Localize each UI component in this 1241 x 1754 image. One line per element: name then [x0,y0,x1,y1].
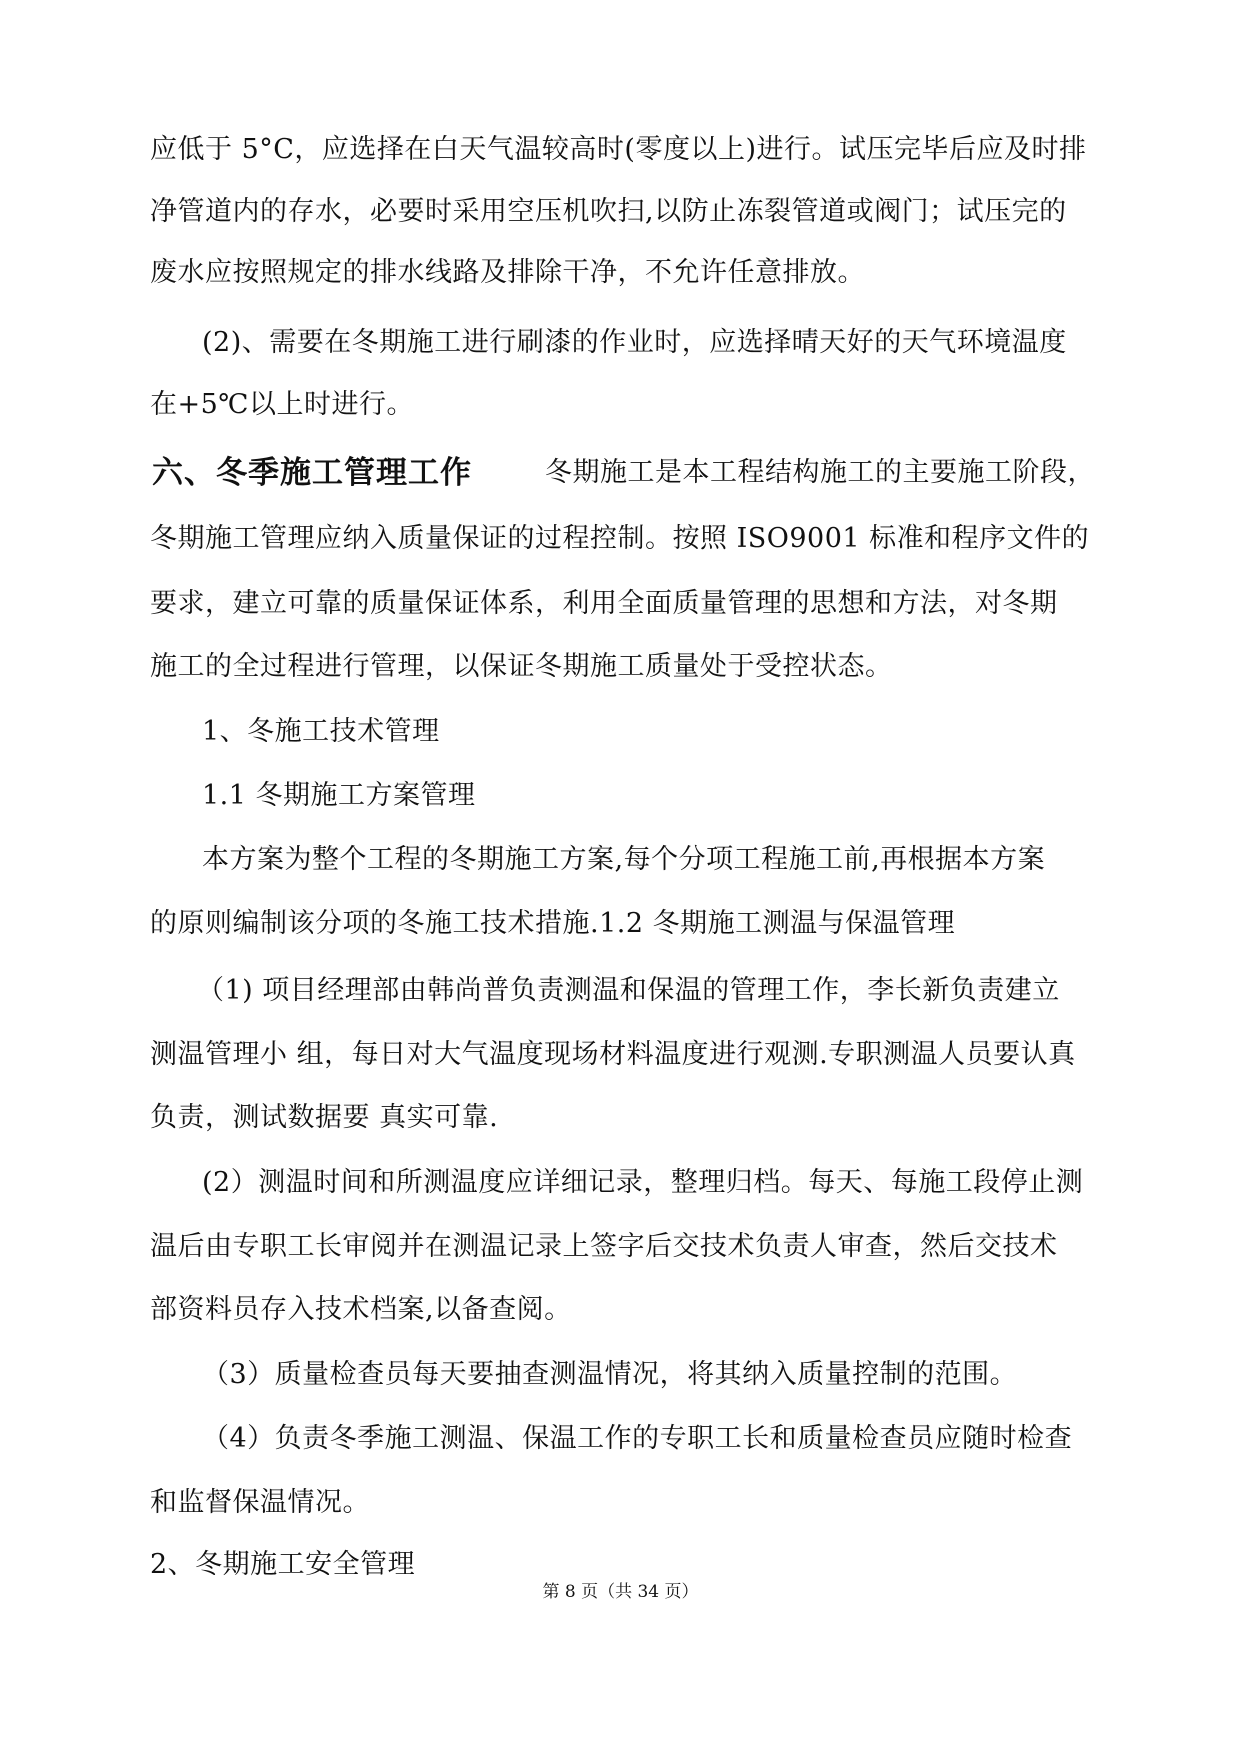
paragraph-line: 施工的全过程进行管理，以保证冬期施工质量处于受控状态。 [150,651,893,682]
paragraph-line: 的原则编制该分项的冬施工技术措施.1.2 冬期施工测温与保温管理 [150,908,956,939]
paragraph-line: 应低于 5°C，应选择在白天气温较高时(零度以上)进行。试压完毕后应及时排 [150,134,1087,165]
subsection-title: 2、冬期施工安全管理 [150,1549,416,1580]
paragraph-line: 冬期施工管理应纳入质量保证的过程控制。按照 ISO9001 标准和程序文件的 [150,523,1090,554]
paragraph-line: 部资料员存入技术档案,以备查阅。 [150,1294,572,1325]
paragraph-line: 在+5℃以上时进行。 [150,389,415,420]
paragraph-line: (2）测温时间和所测温度应详细记录，整理归档。每天、每施工段停止测 [202,1167,1084,1198]
paragraph-line: 要求，建立可靠的质量保证体系，利用全面质量管理的思想和方法，对冬期 [150,588,1058,619]
section-heading-tail: 冬期施工是本工程结构施工的主要施工阶段， [545,457,1095,488]
paragraph-line: 和监督保温情况。 [150,1487,370,1518]
paragraph-line: （1) 项目经理部由韩尚普负责测温和保温的管理工作，李长新负责建立 [197,975,1060,1006]
paragraph-line: 本方案为整个工程的冬期施工方案,每个分项工程施工前,再根据本方案 [202,844,1046,875]
paragraph-line: 净管道内的存水，必要时采用空压机吹扫,以防止冻裂管道或阀门；试压完的 [150,196,1067,227]
section-heading: 六、冬季施工管理工作 [152,455,472,491]
paragraph-line: 测温管理小 组，每日对大气温度现场材料温度进行观测.专职测温人员要认真 [150,1039,1076,1070]
page-footer: 第 8 页（共 34 页） [542,1582,699,1602]
paragraph-line: （4）负责冬季施工测温、保温工作的专职工长和质量检查员应随时检查 [202,1423,1073,1454]
subsection-title: 1、冬施工技术管理 [202,716,440,747]
paragraph-line: （3）质量检查员每天要抽查测温情况，将其纳入质量控制的范围。 [202,1359,1018,1390]
paragraph-line: 温后由专职工长审阅并在测温记录上签字后交技术负责人审查，然后交技术 [150,1231,1058,1262]
paragraph-line: (2)、需要在冬期施工进行刷漆的作业时，应选择晴天好的天气环境温度 [202,327,1067,358]
paragraph-line: 废水应按照规定的排水线路及排除干净，不允许任意排放。 [150,257,865,288]
subsection-title: 1.1 冬期施工方案管理 [202,780,476,811]
paragraph-line: 负责，测试数据要 真实可靠. [150,1102,499,1133]
